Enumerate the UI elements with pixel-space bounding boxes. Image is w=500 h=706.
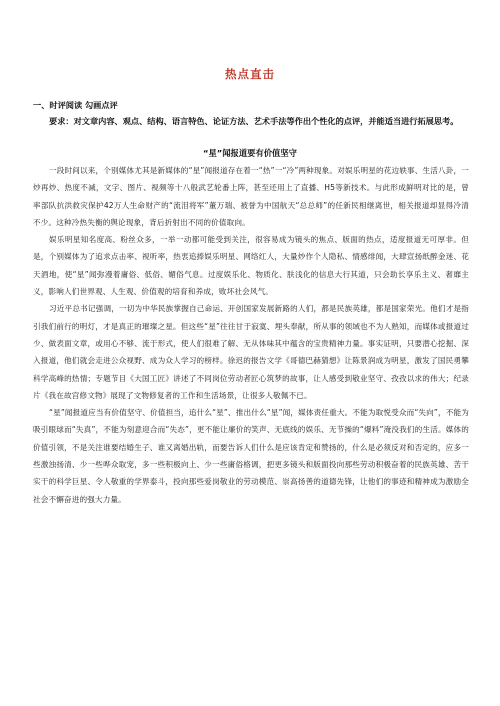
- section-heading: 一、时评阅读 勾画点评: [33, 100, 118, 110]
- article-title: “星”闻报道要有价值坚守: [203, 148, 297, 158]
- article-paragraph: 一段时间以来，个别媒体尤其是新媒体的“星”闻报道存在着一“热”一“冷”两种现象。对娱乐明星的花边轶事、生活八卦，一炒再炒、热度不减，文字、图片、视频等十八般武艺轮番上阵，甚至还用上了直播、H5等新技术。与此形成鲜明对比的是，曾率部队抗洪救灾保护42万人生命财产的“流泪将军”董万瑞、被誉为中国航天“总总师”的任新民相继离世，相关报道却显得冷清不少。这种冷热失衡的舆论现象，背后折射出不同的价值取向。: [33, 166, 469, 227]
- article-body: [33, 162, 469, 508]
- page-title: 热点直击: [225, 67, 275, 81]
- article-paragraph: 习近平总书记强调，一切为中华民族掌握自己命运、开创国家发展新路的人们，都是民族英雄，都是国家荣光。他们才是指引我们前行的明灯，才是真正的璀璨之星。但这些“星”往往甘于寂寞、埋头奉献，所从事的领域也不为人熟知，而媒体或报道过少、做表面文章，或用心不够、流于形式，使人们很难了解、无从体味其中蕴含的宝贵精神力量。事实证明，只要潜心挖掘、深入报道，他们就会走进公众视野、成为众人学习的榜样。徐迟的报告文学《哥德巴赫猜想》让陈景润成为明星，激发了国民勇攀科学高峰的热情；专题节目《大国工匠》讲述了不同岗位劳动者匠心筑梦的故事，让人感受到敬业坚守、孜孜以求的伟大；纪录片《我在故宫修文物》展现了文物修复者的工作和生活场景，让很多人敬佩不已。: [33, 304, 469, 400]
- article-paragraph: “星”闻报道应当有价值坚守、价值担当，追什么“星”、推出什么“星”闻，媒体责任重大。不能为取悦受众而“失向”，不能为吸引眼球而“失真”，不能为刻意迎合而“失态”，更不能让廉价的笑声、无底线的娱乐、无节操的“爆料”淹没我们的生活。媒体的价值引领，不是关注谁要结婚生子、谁又离婚出轨，而要告诉人们什么是应该肯定和赞扬的，什么是必须反对和否定的，应多一些激浊扬清、少一些哗众取宠，多一些积极向上、少一些庸俗格调，把更多镜头和版面投向那些劳动积极奋着的民族英雄、苦干实干的科学巨星、令人敬重的学界泰斗，投向那些爱岗敬业的劳动模范、崇高扬善的道德先锋，让他们的事迹和精神成为激励全社会不懈奋进的强大力量。: [33, 408, 469, 504]
- article-paragraph: 娱乐明星知名度高、粉丝众多，一举一动都可能受到关注，很容易成为镜头的焦点、版面的热点，适度报道无可厚非。但是，个别媒体为了追求点击率、视听率，热衷追捧娱乐明星、网络红人，大量炒作个人隐私、情感绯闻，大肆宣扬纸醉金迷、花天酒地，使“星”闻弥漫着庸俗、低俗、媚俗气息。过度娱乐化、物质化、肤浅化的信息大行其道，只会助长享乐主义、奢靡主义，影响人们世界观、人生观、价值观的培育和养成，败坏社会风气。: [33, 235, 469, 297]
- requirement-text: 要求：对文章内容、观点、结构、语言特色、论证方法、艺术手法等作出个性化的点评，并能适当进行拓展思考。: [49, 116, 459, 126]
